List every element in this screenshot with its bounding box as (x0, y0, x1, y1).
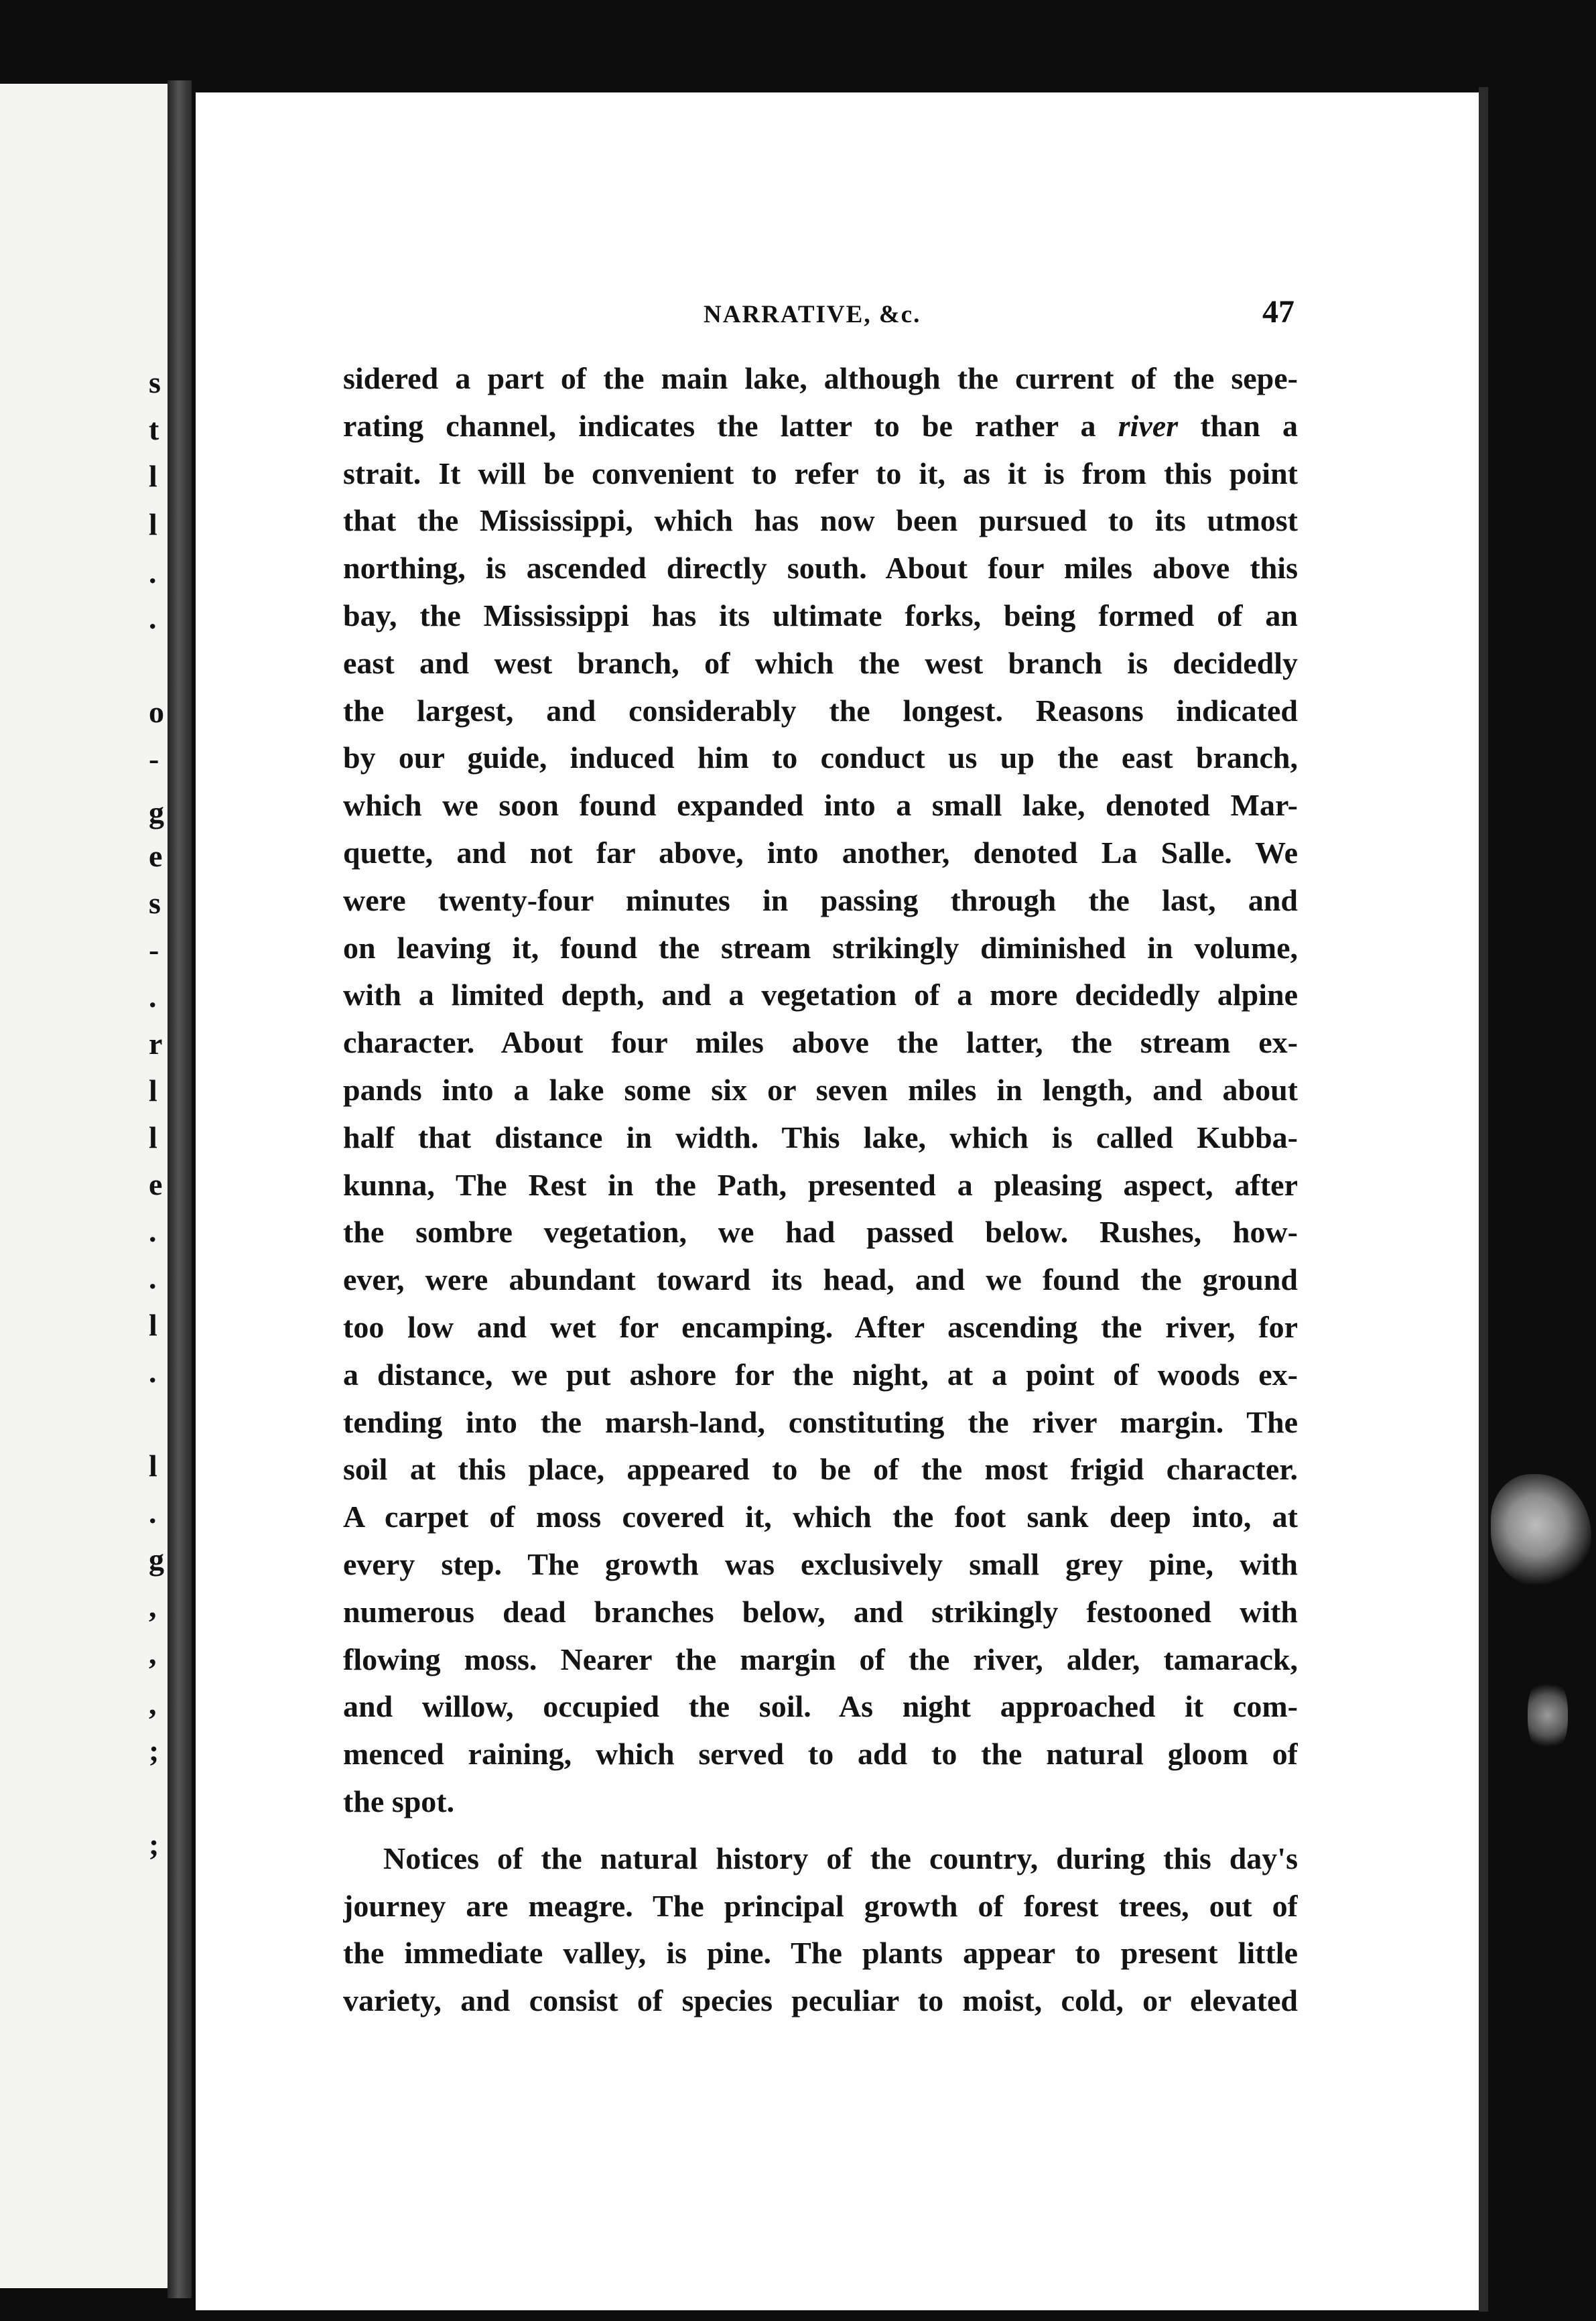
fragment: o (149, 695, 164, 729)
fragment: . (149, 980, 157, 1014)
fragment: . (149, 601, 157, 635)
fragment: ; (149, 1827, 159, 1861)
text-line: that the Mississippi, which has now been pursued to its utmost (343, 503, 1298, 538)
text-line: variety, and consist of species peculiar to moist, cold, or elevated (343, 1983, 1298, 2018)
fragment: t (149, 412, 159, 446)
text-line: tending into the marsh-land, constituting the river margin. The (343, 1404, 1298, 1439)
fragment: . (149, 555, 157, 590)
fragment: g (149, 1542, 164, 1577)
scan-blemish (1528, 1675, 1568, 1755)
fragment: , (149, 1589, 157, 1623)
text-line: rating channel, indicates the latter to be rather a river than a (343, 408, 1298, 443)
text-line: character. About four miles above the latter, the stream ex- (343, 1025, 1298, 1060)
fragment: s (149, 365, 161, 399)
text-line: A carpet of moss covered it, which the foot sank deep into, at (343, 1500, 1298, 1534)
page-edge-shadow (1479, 87, 1488, 2312)
italic-word: river (1118, 408, 1179, 443)
fragment: . (149, 1496, 157, 1530)
page-number: 47 (1262, 294, 1294, 330)
book-gutter (168, 80, 192, 2298)
fragment: - (149, 933, 159, 967)
fragment: l (149, 1073, 157, 1108)
text-line: quette, and not far above, into another, denoted La Salle. We (343, 835, 1298, 870)
text-line: a distance, we put ashore for the night, at a point of woods ex- (343, 1357, 1298, 1392)
text-line: the sombre vegetation, we had passed below. Rushes, how- (343, 1215, 1298, 1250)
fragment: g (149, 795, 164, 830)
text-line: menced raining, which served to add to the natural gloom of (343, 1737, 1298, 1772)
text-line: every step. The growth was exclusively small grey pine, with (343, 1546, 1298, 1581)
page-header (322, 293, 1294, 340)
text-line: journey are meagre. The principal growth of forest trees, out of (343, 1888, 1298, 1923)
text-line: bay, the Mississippi has its ultimate forks, being formed of an (343, 598, 1298, 633)
text-line: were twenty-four minutes in passing through the last, and (343, 882, 1298, 917)
fragment: ; (149, 1733, 159, 1768)
fragment: l (149, 459, 157, 493)
fragment: e (149, 1167, 163, 1201)
fragment: r (149, 1026, 163, 1061)
text-line: too low and wet for encamping. After ascending the river, for (343, 1309, 1298, 1344)
text-line: east and west branch, of which the west branch is decidedly (343, 645, 1298, 680)
text-line: by our guide, induced him to conduct us up the east branch, (343, 740, 1298, 775)
fragment: . (149, 1261, 157, 1295)
text-line: sidered a part of the main lake, although the current of the sepe- (343, 361, 1298, 395)
fragment: l (149, 1449, 157, 1483)
text-line: northing, is ascended directly south. About four miles above this (343, 551, 1298, 586)
adjacent-page (0, 84, 168, 2288)
text-line: kunna, The Rest in the Path, presented a pleasing aspect, after (343, 1167, 1298, 1202)
page-body (343, 355, 1298, 2025)
text-line: soil at this place, appeared to be of the most frigid character. (343, 1452, 1298, 1487)
fragment: e (149, 839, 163, 873)
fragment: . (149, 1355, 157, 1389)
text-line: with a limited depth, and a vegetation of a more decidedly alpine (343, 978, 1298, 1012)
text-line: which we soon found expanded into a small lake, denoted Mar- (343, 788, 1298, 823)
text-line: the largest, and considerably the longest. Reasons indicated (343, 693, 1298, 728)
text-line: pands into a lake some six or seven miles in length, and about (343, 1072, 1298, 1107)
fragment: l (149, 1308, 157, 1342)
text-line: the immediate valley, is pine. The plants appear to present little (343, 1936, 1298, 1971)
fragment: s (149, 886, 161, 920)
text-line: flowing moss. Nearer the margin of the river, alder, tamarack, (343, 1642, 1298, 1676)
text-line: and willow, occupied the soil. As night approached it com- (343, 1689, 1298, 1724)
scan-blemish (1491, 1474, 1591, 1588)
text-line: half that distance in width. This lake, which is called Kubba- (343, 1120, 1298, 1154)
fragment: l (149, 1120, 157, 1154)
text-line: on leaving it, found the stream strikingly diminished in volume, (343, 930, 1298, 965)
fragment: l (149, 507, 157, 541)
fragment: , (149, 1686, 157, 1721)
text-line: ever, were abundant toward its head, and we found the ground (343, 1262, 1298, 1297)
text-line: numerous dead branches below, and strikingly festooned with (343, 1594, 1298, 1629)
text-line: strait. It will be convenient to refer to it, as it is from this point (343, 456, 1298, 490)
fragment: - (149, 742, 159, 776)
running-title: NARRATIVE, &c. (704, 301, 921, 328)
text-line: the spot. (343, 1784, 455, 1818)
fragment: . (149, 1214, 157, 1248)
text-line: Notices of the natural history of the country, during this day's (383, 1841, 1298, 1875)
fragment: , (149, 1636, 157, 1670)
